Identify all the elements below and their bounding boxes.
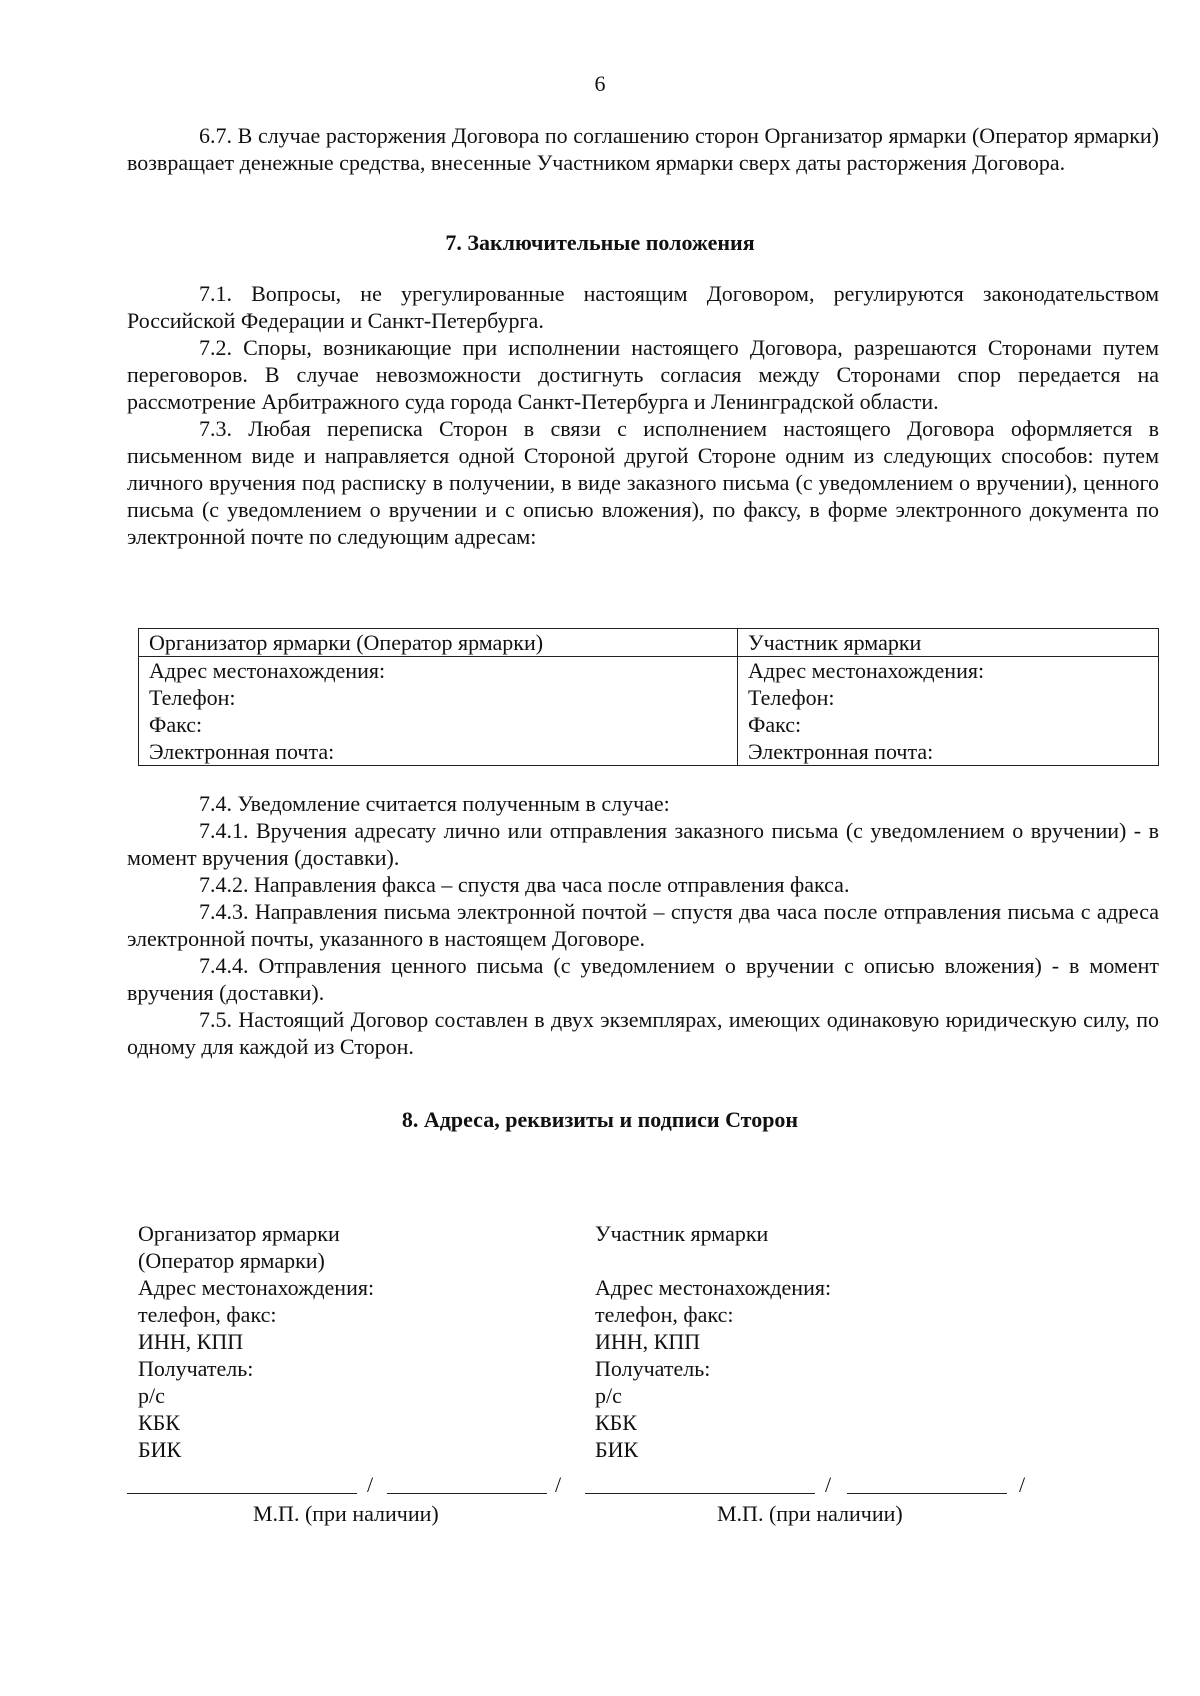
paragraph-7-1: 7.1. Вопросы, не урегулированные настоящим Договором, регулируются законодательством Российской Федерации и Санкт-Петербурга.: [127, 281, 1159, 333]
paragraph-7-4-3: 7.4.3. Направления письма электронной почтой – спустя два часа после отправления письма с адреса электронной почты, указанного в настоящем Договоре.: [127, 899, 1159, 951]
participant-address-label: Адрес местонахождения:: [748, 658, 985, 683]
contacts-organizer-cell: [139, 657, 738, 766]
organizer-title-sub: (Оператор ярмарки): [138, 1248, 325, 1273]
paragraph-6-7: 6.7. В случае расторжения Договора по соглашению сторон Организатор ярмарки (Оператор ярмарки) возвращает денежные средства, внесенные Участником ярмарки сверх даты расторжения Договора.: [127, 123, 1159, 175]
organizer-title: Организатор ярмарки: [138, 1221, 340, 1246]
participant-name-line: [847, 1493, 1007, 1494]
participant-inn-kpp: ИНН, КПП: [595, 1329, 701, 1354]
participant-signature-line: [585, 1493, 815, 1494]
participant-address: Адрес местонахождения:: [595, 1275, 832, 1300]
participant-kbk: КБК: [595, 1410, 637, 1435]
paragraph-7-4-4: 7.4.4. Отправления ценного письма (с уведомлением о вручении с описью вложения) - в момент вручения (доставки).: [127, 953, 1159, 1005]
organizer-recipient: Получатель:: [138, 1356, 254, 1381]
organizer-name-line: [387, 1493, 547, 1494]
organizer-stamp-note: М.П. (при наличии): [253, 1501, 439, 1526]
organizer-email-label: Электронная почта:: [149, 739, 335, 764]
organizer-bik: БИК: [138, 1437, 182, 1462]
organizer-signature-line: [127, 1493, 357, 1494]
contacts-header-participant: Участник ярмарки: [738, 629, 1159, 657]
organizer-address-label: Адрес местонахождения:: [149, 658, 386, 683]
organizer-name-slash: /: [555, 1472, 562, 1497]
contacts-table: [138, 628, 1159, 766]
participant-requisites: [595, 1220, 831, 1463]
participant-title-spacer: [595, 1247, 831, 1274]
section-7-title: 7. Заключительные положения: [445, 230, 755, 255]
contacts-participant-cell: [738, 657, 1159, 766]
contacts-header-organizer: Организатор ярмарки (Оператор ярмарки): [139, 629, 738, 657]
paragraph-7-2: 7.2. Споры, возникающие при исполнении настоящего Договора, разрешаются Сторонами путем переговоров. В случае невозможности достигнуть согласия между Сторонами спор передается на рассмотрение Арбитражного суда города Санкт-Петербурга и Ленинградской области.: [127, 335, 1159, 414]
participant-phone-fax: телефон, факс:: [595, 1302, 734, 1327]
paragraph-7-4-2: 7.4.2. Направления факса – спустя два часа после отправления факса.: [199, 872, 850, 897]
organizer-signature-slash: /: [367, 1472, 374, 1497]
organizer-phone-fax: телефон, факс:: [138, 1302, 277, 1327]
paragraph-7-4: 7.4. Уведомление считается полученным в случае:: [199, 791, 670, 816]
section-8-title: 8. Адреса, реквизиты и подписи Сторон: [401, 1107, 799, 1132]
participant-stamp-note: М.П. (при наличии): [717, 1501, 903, 1526]
organizer-phone-label: Телефон:: [149, 685, 236, 710]
participant-signature-slash: /: [825, 1472, 832, 1497]
signature-row: [127, 1468, 1047, 1498]
participant-fax-label: Факс:: [748, 712, 802, 737]
participant-bik: БИК: [595, 1437, 639, 1462]
participant-recipient: Получатель:: [595, 1356, 711, 1381]
organizer-fax-label: Факс:: [149, 712, 203, 737]
participant-phone-label: Телефон:: [748, 685, 835, 710]
participant-account: р/с: [595, 1383, 622, 1408]
section-7-body: [127, 280, 1159, 550]
organizer-requisites: [138, 1220, 374, 1463]
participant-name-slash: /: [1019, 1472, 1026, 1497]
participant-title: Участник ярмарки: [595, 1221, 769, 1246]
organizer-account: р/с: [138, 1383, 165, 1408]
paragraph-6-7-block: [127, 122, 1159, 176]
paragraph-7-5: 7.5. Настоящий Договор составлен в двух экземплярах, имеющих одинаковую юридическую силу, по одному для каждой из Сторон.: [127, 1007, 1159, 1059]
paragraph-7-3: 7.3. Любая переписка Сторон в связи с исполнением настоящего Договора оформляется в письменном виде и направляется одной Стороной другой Стороне одним из следующих способов: путем личного вручения под расписку в получении, в виде заказного письма (с уведомлением о вручении), ценного письма (с уведомлением о вручении и с описью вложения), по факсу, в форме электронного документа по электронной почте по следующим адресам:: [127, 416, 1159, 549]
contacts-table-body-row: [139, 657, 1159, 766]
organizer-inn-kpp: ИНН, КПП: [138, 1329, 244, 1354]
paragraph-7-4-1: 7.4.1. Вручения адресату лично или отправления заказного письма (с уведомлением о вручении) - в момент вручения (доставки).: [127, 818, 1159, 870]
section-7-4-body: [127, 790, 1159, 1060]
contacts-table-header-row: [139, 629, 1159, 657]
organizer-kbk: КБК: [138, 1410, 180, 1435]
page-number: 6: [594, 71, 606, 96]
organizer-address: Адрес местонахождения:: [138, 1275, 375, 1300]
participant-email-label: Электронная почта:: [748, 739, 934, 764]
